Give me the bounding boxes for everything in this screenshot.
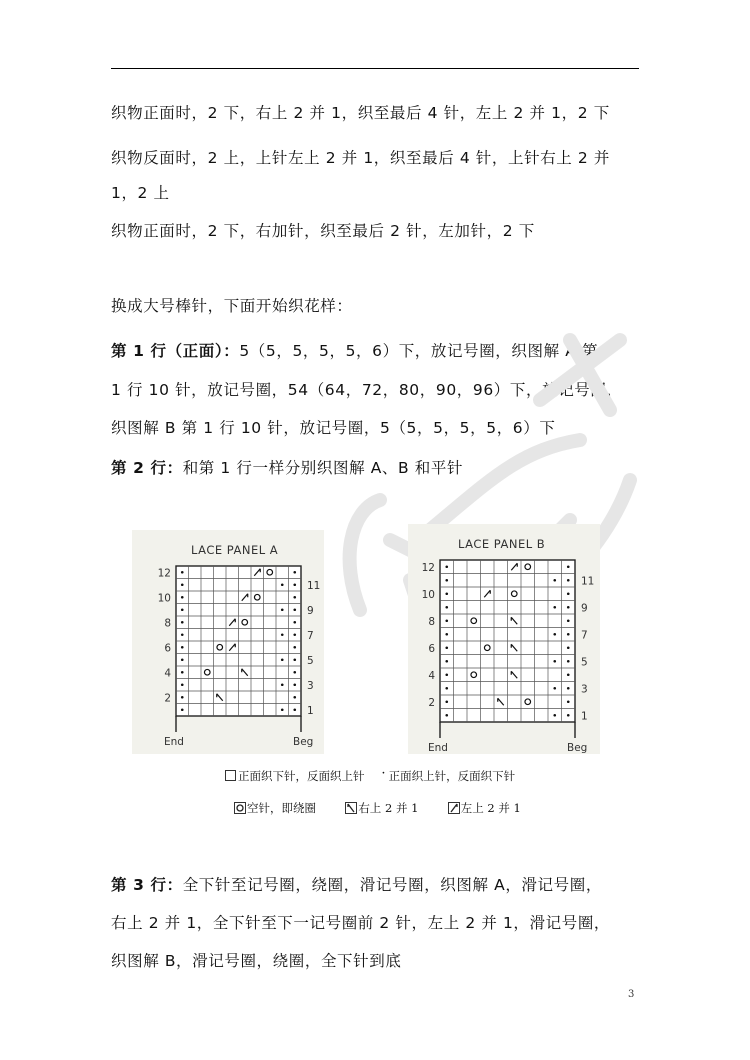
purl-dot — [445, 633, 448, 636]
row-label-right: 7 — [307, 629, 314, 642]
purl-dot — [567, 619, 570, 622]
row-label-left: 2 — [428, 696, 435, 709]
row-label-left: 12 — [421, 561, 435, 574]
purl-dot — [181, 571, 184, 574]
purl-dot — [181, 633, 184, 636]
legend-k2tog: 左上 2 并 1 — [460, 801, 521, 815]
row-label-left: 12 — [157, 567, 171, 580]
row-label-left: 4 — [164, 667, 171, 680]
purl-dot — [567, 592, 570, 595]
end-label: End — [428, 742, 448, 754]
purl-dot — [181, 608, 184, 611]
purl-dot — [567, 565, 570, 568]
purl-dot — [553, 579, 556, 582]
purl-dot — [445, 565, 448, 568]
purl-dot — [281, 708, 284, 711]
purl-symbol-icon: · — [381, 769, 385, 779]
row1-label: 第 1 行（正面）： — [111, 342, 240, 360]
row-label-right: 9 — [581, 602, 588, 615]
legend-knit: 正面织下针，反面织上针 — [238, 769, 365, 783]
legend-purl: 正面织上针，反面织下针 — [388, 769, 516, 783]
row-label-right: 11 — [581, 575, 595, 588]
row1-line-3: 织图解 B 第 1 行 10 针，放记号圈，5（5，5，5，5，6）下 — [111, 419, 556, 437]
paragraph-4: 织物正面时，2 下，右加针，织至最后 2 针，左加针，2 下 — [111, 222, 535, 240]
row1-text-a: 5（5，5，5，5，6）下，放记号圈，织图解 A 第 — [239, 342, 599, 360]
page-number: 3 — [628, 989, 635, 1000]
lace-panel-b — [408, 524, 600, 754]
purl-dot — [567, 660, 570, 663]
row-label-right: 9 — [307, 604, 314, 617]
yarn-over-icon — [234, 802, 246, 814]
paragraph-2: 织物反面时，2 上，上针左上 2 并 1，织至最后 4 针，上针右上 2 并 — [111, 149, 611, 167]
end-label: End — [164, 736, 184, 748]
purl-dot — [567, 606, 570, 609]
purl-dot — [293, 621, 296, 624]
knit-symbol-icon — [225, 770, 236, 781]
purl-dot — [293, 583, 296, 586]
purl-dot — [281, 633, 284, 636]
purl-dot — [445, 579, 448, 582]
purl-dot — [293, 696, 296, 699]
purl-dot — [553, 606, 556, 609]
panel-b-grid-svg — [408, 524, 600, 754]
row3-label: 第 3 行： — [111, 876, 183, 894]
purl-dot — [181, 708, 184, 711]
row1-line-2: 1 行 10 针，放记号圈，54（64，72，80，90，96）下，放记号圈， — [111, 381, 623, 399]
purl-dot — [553, 660, 556, 663]
purl-dot — [445, 592, 448, 595]
row-label-right: 11 — [307, 579, 321, 592]
legend-row-2 — [234, 800, 521, 816]
row-label-right: 5 — [581, 656, 588, 669]
purl-dot — [567, 700, 570, 703]
purl-dot — [181, 583, 184, 586]
purl-dot — [293, 608, 296, 611]
purl-dot — [181, 671, 184, 674]
row-label-right: 1 — [581, 710, 588, 723]
legend-ssk: 右上 2 并 1 — [358, 801, 419, 815]
panel-a-grid-svg — [132, 530, 324, 754]
row-label-right: 3 — [307, 679, 314, 692]
purl-dot — [281, 658, 284, 661]
purl-dot — [567, 633, 570, 636]
purl-dot — [445, 700, 448, 703]
purl-dot — [553, 687, 556, 690]
purl-dot — [567, 714, 570, 717]
purl-dot — [293, 671, 296, 674]
paragraph-1: 织物正面时，2 下，右上 2 并 1，织至最后 4 针，左上 2 并 1，2 下 — [111, 104, 610, 122]
purl-dot — [293, 708, 296, 711]
row-label-left: 10 — [421, 588, 435, 601]
row-label-left: 8 — [428, 615, 435, 628]
row-label-right: 7 — [581, 629, 588, 642]
row-label-right: 1 — [307, 704, 314, 717]
row1-line-1 — [111, 339, 598, 361]
purl-dot — [445, 646, 448, 649]
purl-dot — [293, 646, 296, 649]
row-label-left: 2 — [164, 692, 171, 705]
row3-line-3: 织图解 B，滑记号圈，绕圈，全下针到底 — [111, 952, 402, 970]
purl-dot — [553, 633, 556, 636]
row-label-right: 3 — [581, 683, 588, 696]
row3-line-1 — [111, 873, 602, 895]
purl-dot — [553, 714, 556, 717]
purl-dot — [567, 673, 570, 676]
purl-dot — [445, 714, 448, 717]
purl-dot — [293, 683, 296, 686]
panel-b-title: LACE PANEL B — [458, 537, 546, 551]
panel-a-title: LACE PANEL A — [191, 543, 279, 557]
purl-dot — [281, 608, 284, 611]
row-label-left: 6 — [164, 642, 171, 655]
purl-dot — [567, 579, 570, 582]
purl-dot — [445, 673, 448, 676]
purl-dot — [181, 621, 184, 624]
row3-line-2: 右上 2 并 1，全下针至下一记号圈前 2 针，左上 2 并 1，滑记号圈， — [111, 914, 611, 932]
row-label-left: 10 — [157, 592, 171, 605]
paragraph-5: 换成大号棒针，下面开始织花样： — [111, 297, 353, 315]
ssk-icon — [345, 802, 357, 814]
purl-dot — [181, 683, 184, 686]
purl-dot — [293, 658, 296, 661]
row2-line — [111, 456, 463, 478]
purl-dot — [567, 646, 570, 649]
legend-row-1 — [225, 768, 515, 784]
row-label-left: 6 — [428, 642, 435, 655]
header-rule — [111, 68, 639, 69]
purl-dot — [281, 683, 284, 686]
beg-label: Beg — [567, 742, 588, 754]
row-label-right: 5 — [307, 654, 314, 667]
row3-text-a: 全下针至记号圈，绕圈，滑记号圈，织图解 A，滑记号圈， — [182, 876, 602, 894]
lace-panel-a — [132, 530, 324, 754]
purl-dot — [293, 633, 296, 636]
k2tog-icon — [448, 802, 460, 814]
paragraph-3: 1，2 上 — [111, 184, 170, 202]
purl-dot — [445, 606, 448, 609]
row2-label: 第 2 行： — [111, 459, 183, 477]
purl-dot — [181, 646, 184, 649]
purl-dot — [445, 687, 448, 690]
purl-dot — [293, 571, 296, 574]
row-label-left: 4 — [428, 669, 435, 682]
legend-yo: 空针，即绕圈 — [247, 801, 316, 815]
purl-dot — [181, 696, 184, 699]
purl-dot — [181, 658, 184, 661]
purl-dot — [181, 596, 184, 599]
row2-text: 和第 1 行一样分别织图解 A、B 和平针 — [182, 459, 464, 477]
row-label-left: 8 — [164, 617, 171, 630]
purl-dot — [445, 660, 448, 663]
purl-dot — [293, 596, 296, 599]
beg-label: Beg — [293, 736, 314, 748]
purl-dot — [567, 687, 570, 690]
purl-dot — [445, 619, 448, 622]
purl-dot — [281, 583, 284, 586]
